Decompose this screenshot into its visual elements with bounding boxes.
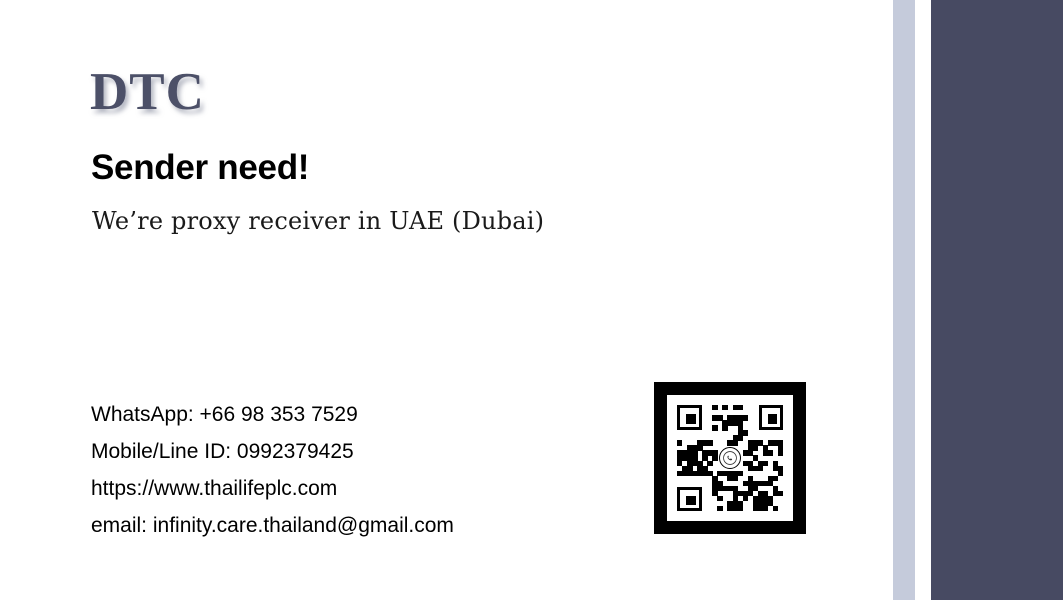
qr-finder-top-right xyxy=(759,405,784,430)
contact-block xyxy=(91,396,454,544)
page-title: Sender need! xyxy=(91,148,310,187)
decorative-bar-dark xyxy=(931,0,1063,600)
contact-line-email[interactable]: email: infinity.care.thailand@gmail.com xyxy=(91,514,454,537)
contact-line-whatsapp: WhatsApp: +66 98 353 7529 xyxy=(91,403,358,426)
whatsapp-icon xyxy=(719,447,741,469)
decorative-bar-light xyxy=(893,0,915,600)
contact-line-website[interactable]: https://www.thailifeplc.com xyxy=(91,477,338,500)
qr-quiet-zone xyxy=(667,395,793,521)
qr-modules xyxy=(677,405,783,511)
whatsapp-qr-code[interactable] xyxy=(654,382,806,534)
qr-finder-bottom-left xyxy=(677,487,702,512)
contact-line-mobile: Mobile/Line ID: 0992379425 xyxy=(91,440,354,463)
page-subtitle: We’re proxy receiver in UAE (Dubai) xyxy=(92,207,545,235)
qr-finder-top-left xyxy=(677,405,702,430)
brand-logo: DTC xyxy=(90,63,205,121)
